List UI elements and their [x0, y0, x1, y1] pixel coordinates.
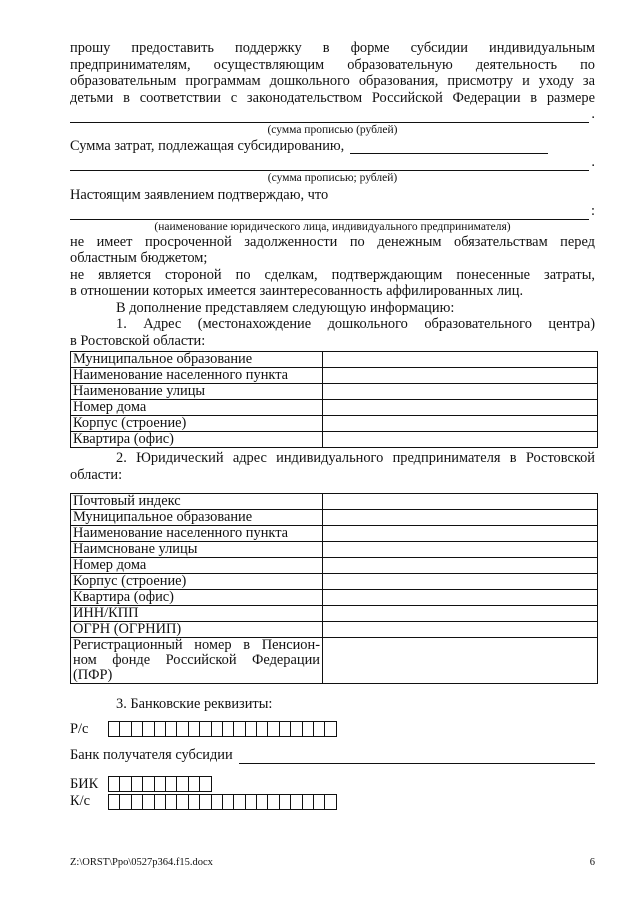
costs-label: Сумма затрат, подлежащая субсидированию, [70, 137, 345, 154]
page-number: 6 [589, 857, 595, 868]
intro-line-1: прошу предоставить поддержку в форме субсидии индивидуальным [70, 40, 595, 56]
address-value-cell[interactable] [323, 368, 598, 384]
table-row: Номер дома [71, 558, 598, 574]
section2-title-line-2: области: [70, 466, 123, 483]
no-affiliation-line-2: в отношении которых имеется заинтересованность аффилированных лиц. [70, 283, 524, 299]
legal-value-cell[interactable] [323, 622, 598, 638]
table-row: Почтовый индекс [71, 494, 598, 510]
entity-name-field[interactable]: : [70, 203, 595, 220]
recipient-bank-field[interactable] [70, 747, 595, 764]
legal-value-cell[interactable] [323, 606, 598, 622]
additional-info-heading: В дополнение представляем следующую информацию: [116, 299, 455, 316]
no-debt-line-2: областным бюджетом; [70, 250, 208, 266]
intro-line-3: образовательным программам дошкольного образования, присмотру и уходу за [70, 73, 595, 89]
address-value-cell[interactable] [323, 416, 598, 432]
table-row: Номер дома [71, 400, 598, 416]
costs-field-cont[interactable]: . [70, 154, 595, 171]
legal-value-cell[interactable] [323, 574, 598, 590]
table-row: Наимсноване улицы [71, 542, 598, 558]
address-value-cell[interactable] [323, 352, 598, 368]
settlement-account-cells[interactable] [108, 721, 337, 737]
entity-name-caption: (наименование юридического лица, индивидуального предпринимателя) [154, 220, 511, 233]
section1-title-line-1: 1. Адрес (местонахождение дошкольного образовательного центра) [116, 316, 595, 332]
pfr-value-cell[interactable] [323, 638, 598, 684]
costs-line-2[interactable] [70, 156, 589, 171]
legal-value-cell[interactable] [323, 558, 598, 574]
correspondent-account-label: К/с [70, 793, 90, 809]
confirm-label: Настоящим заявлением подтверждаю, что [70, 186, 329, 203]
table-row: Корпус (строение) [71, 416, 598, 432]
bik-row [70, 776, 595, 793]
document-page [70, 40, 595, 810]
no-affiliation-line-1: не является стороной по сделкам, подтверждающим понесенные затраты, [70, 266, 595, 283]
no-debt-line-1: не имеет просроченной задолженности по денежным обязательствам перед [70, 233, 595, 250]
legal-value-cell[interactable] [323, 542, 598, 558]
table-row: Квартира (офис) [71, 590, 598, 606]
address-table [70, 351, 598, 448]
costs-caption: (сумма прописью; рублей) [267, 171, 398, 184]
table-row: Муниципальное образование [71, 510, 598, 526]
file-path: Z:\ORST\Ppo\0527p364.f15.docx [70, 857, 213, 868]
table-row: ОГРН (ОГРНИП) [71, 622, 598, 638]
address-value-cell[interactable] [323, 400, 598, 416]
subsidy-amount-field[interactable]: . [70, 106, 595, 123]
table-row: Наименование населенного пункта [71, 526, 598, 542]
subsidy-amount-caption: (сумма прописью (рублей) [267, 123, 398, 136]
bik-label: БИК [70, 775, 99, 792]
table-row: Квартира (офис) [71, 432, 598, 448]
section1-title-line-2: в Ростовской области: [70, 332, 206, 349]
legal-address-table [70, 493, 598, 684]
section2-title-line-1: 2. Юридический адрес индивидуального предпринимателя в Ростовской [116, 450, 595, 466]
intro-line-4: детьми в соответствии с законодательством Российской Федерации в размере [70, 89, 595, 106]
correspondent-account-row [70, 793, 595, 810]
entity-name-line[interactable] [70, 205, 589, 220]
legal-value-cell[interactable] [323, 494, 598, 510]
costs-line-1[interactable] [350, 139, 548, 154]
recipient-bank-label: Банк получателя субсидии [70, 747, 233, 763]
costs-field[interactable] [70, 138, 595, 155]
page-footer [70, 855, 595, 872]
address-value-cell[interactable] [323, 384, 598, 400]
legal-value-cell[interactable] [323, 510, 598, 526]
subsidy-amount-line[interactable] [70, 108, 589, 123]
settlement-account-label: Р/с [70, 720, 89, 737]
recipient-bank-line[interactable] [239, 749, 595, 764]
settlement-account-row [70, 721, 595, 738]
address-value-cell[interactable] [323, 432, 598, 448]
table-row: Наименование улицы [71, 384, 598, 400]
intro-line-2: предпринимателям, осуществляющим образовательную деятельность по [70, 56, 595, 73]
legal-value-cell[interactable] [323, 526, 598, 542]
correspondent-account-cells[interactable] [108, 794, 337, 810]
table-row: Наименование населенного пункта [71, 368, 598, 384]
table-row: Корпус (строение) [71, 574, 598, 590]
section3-title: 3. Банковские реквизиты: [116, 696, 273, 712]
pfr-label-cell: Регистрационный номер в Пенсион- ном фонде Российской Федерации (ПФР) [71, 638, 323, 684]
legal-value-cell[interactable] [323, 590, 598, 606]
table-row: ИНН/КПП [71, 606, 598, 622]
table-row: Муниципальное образование [71, 352, 598, 368]
bik-cells[interactable] [108, 776, 212, 792]
table-row [71, 638, 598, 684]
